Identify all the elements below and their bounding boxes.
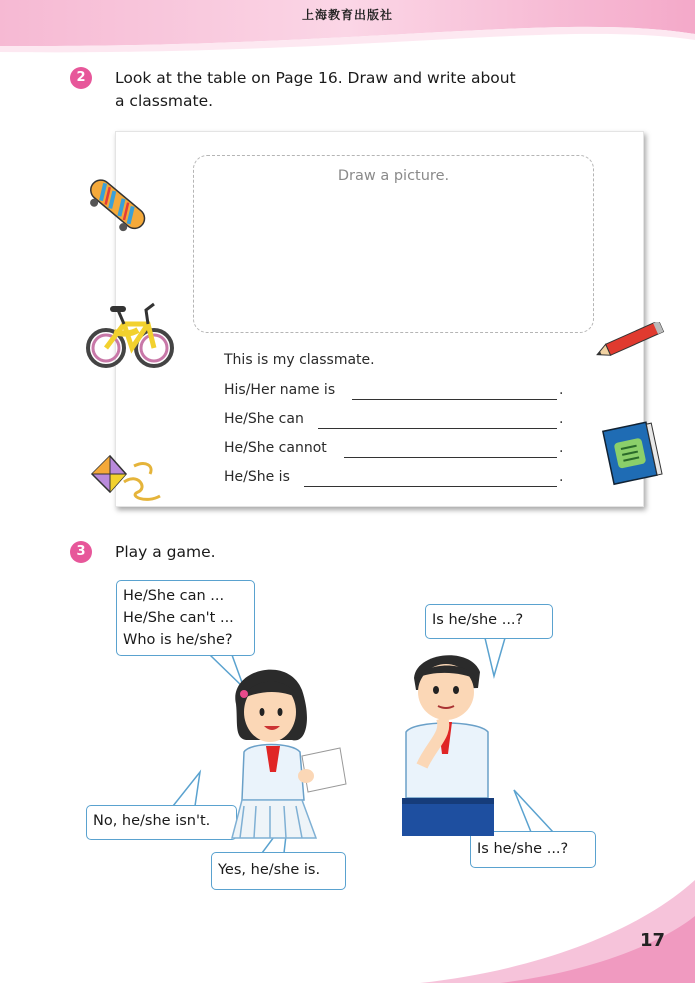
girl-speech-bubble — [116, 580, 255, 656]
section-2-number: 2 — [70, 67, 92, 89]
sentence-name-label: His/Her name is — [224, 382, 336, 398]
section-3-instruction: Play a game. — [115, 543, 216, 561]
boy-speech-bubble: Is he/she ...? — [425, 604, 553, 639]
girl-illustration — [222, 660, 352, 850]
cannot-period: . — [559, 440, 564, 456]
section-3-number: 3 — [70, 541, 92, 563]
is-period: . — [559, 469, 564, 485]
left-answer-bubble: No, he/she isn't. — [86, 805, 237, 840]
bottom-answer-bubble: Yes, he/she is. — [211, 852, 346, 890]
section-2-instruction-line1: Look at the table on Page 16. Draw and write about — [115, 69, 516, 87]
section-2-instruction-line2: a classmate. — [115, 92, 214, 110]
sentence-classmate: This is my classmate. — [224, 352, 375, 368]
page-number: 17 — [640, 930, 666, 951]
footer-decoration — [0, 860, 695, 983]
right-question-bubble: Is he/she ...? — [470, 831, 596, 868]
publisher-name: 上海教育出版社 — [301, 8, 393, 22]
boy-illustration — [392, 648, 510, 848]
sentence-cannot-label: He/She cannot — [224, 440, 327, 456]
sentence-can-label: He/She can — [224, 411, 304, 427]
bubble-line-who: Who is he/she? — [123, 632, 233, 648]
bubble-line-can: He/She can ... — [123, 588, 225, 604]
sentence-is-label: He/She is — [224, 469, 290, 485]
name-period: . — [559, 382, 564, 398]
can-period: . — [559, 411, 564, 427]
bubble-line-cant: He/She can't ... — [123, 610, 234, 626]
draw-prompt: Draw a picture. — [337, 168, 450, 184]
